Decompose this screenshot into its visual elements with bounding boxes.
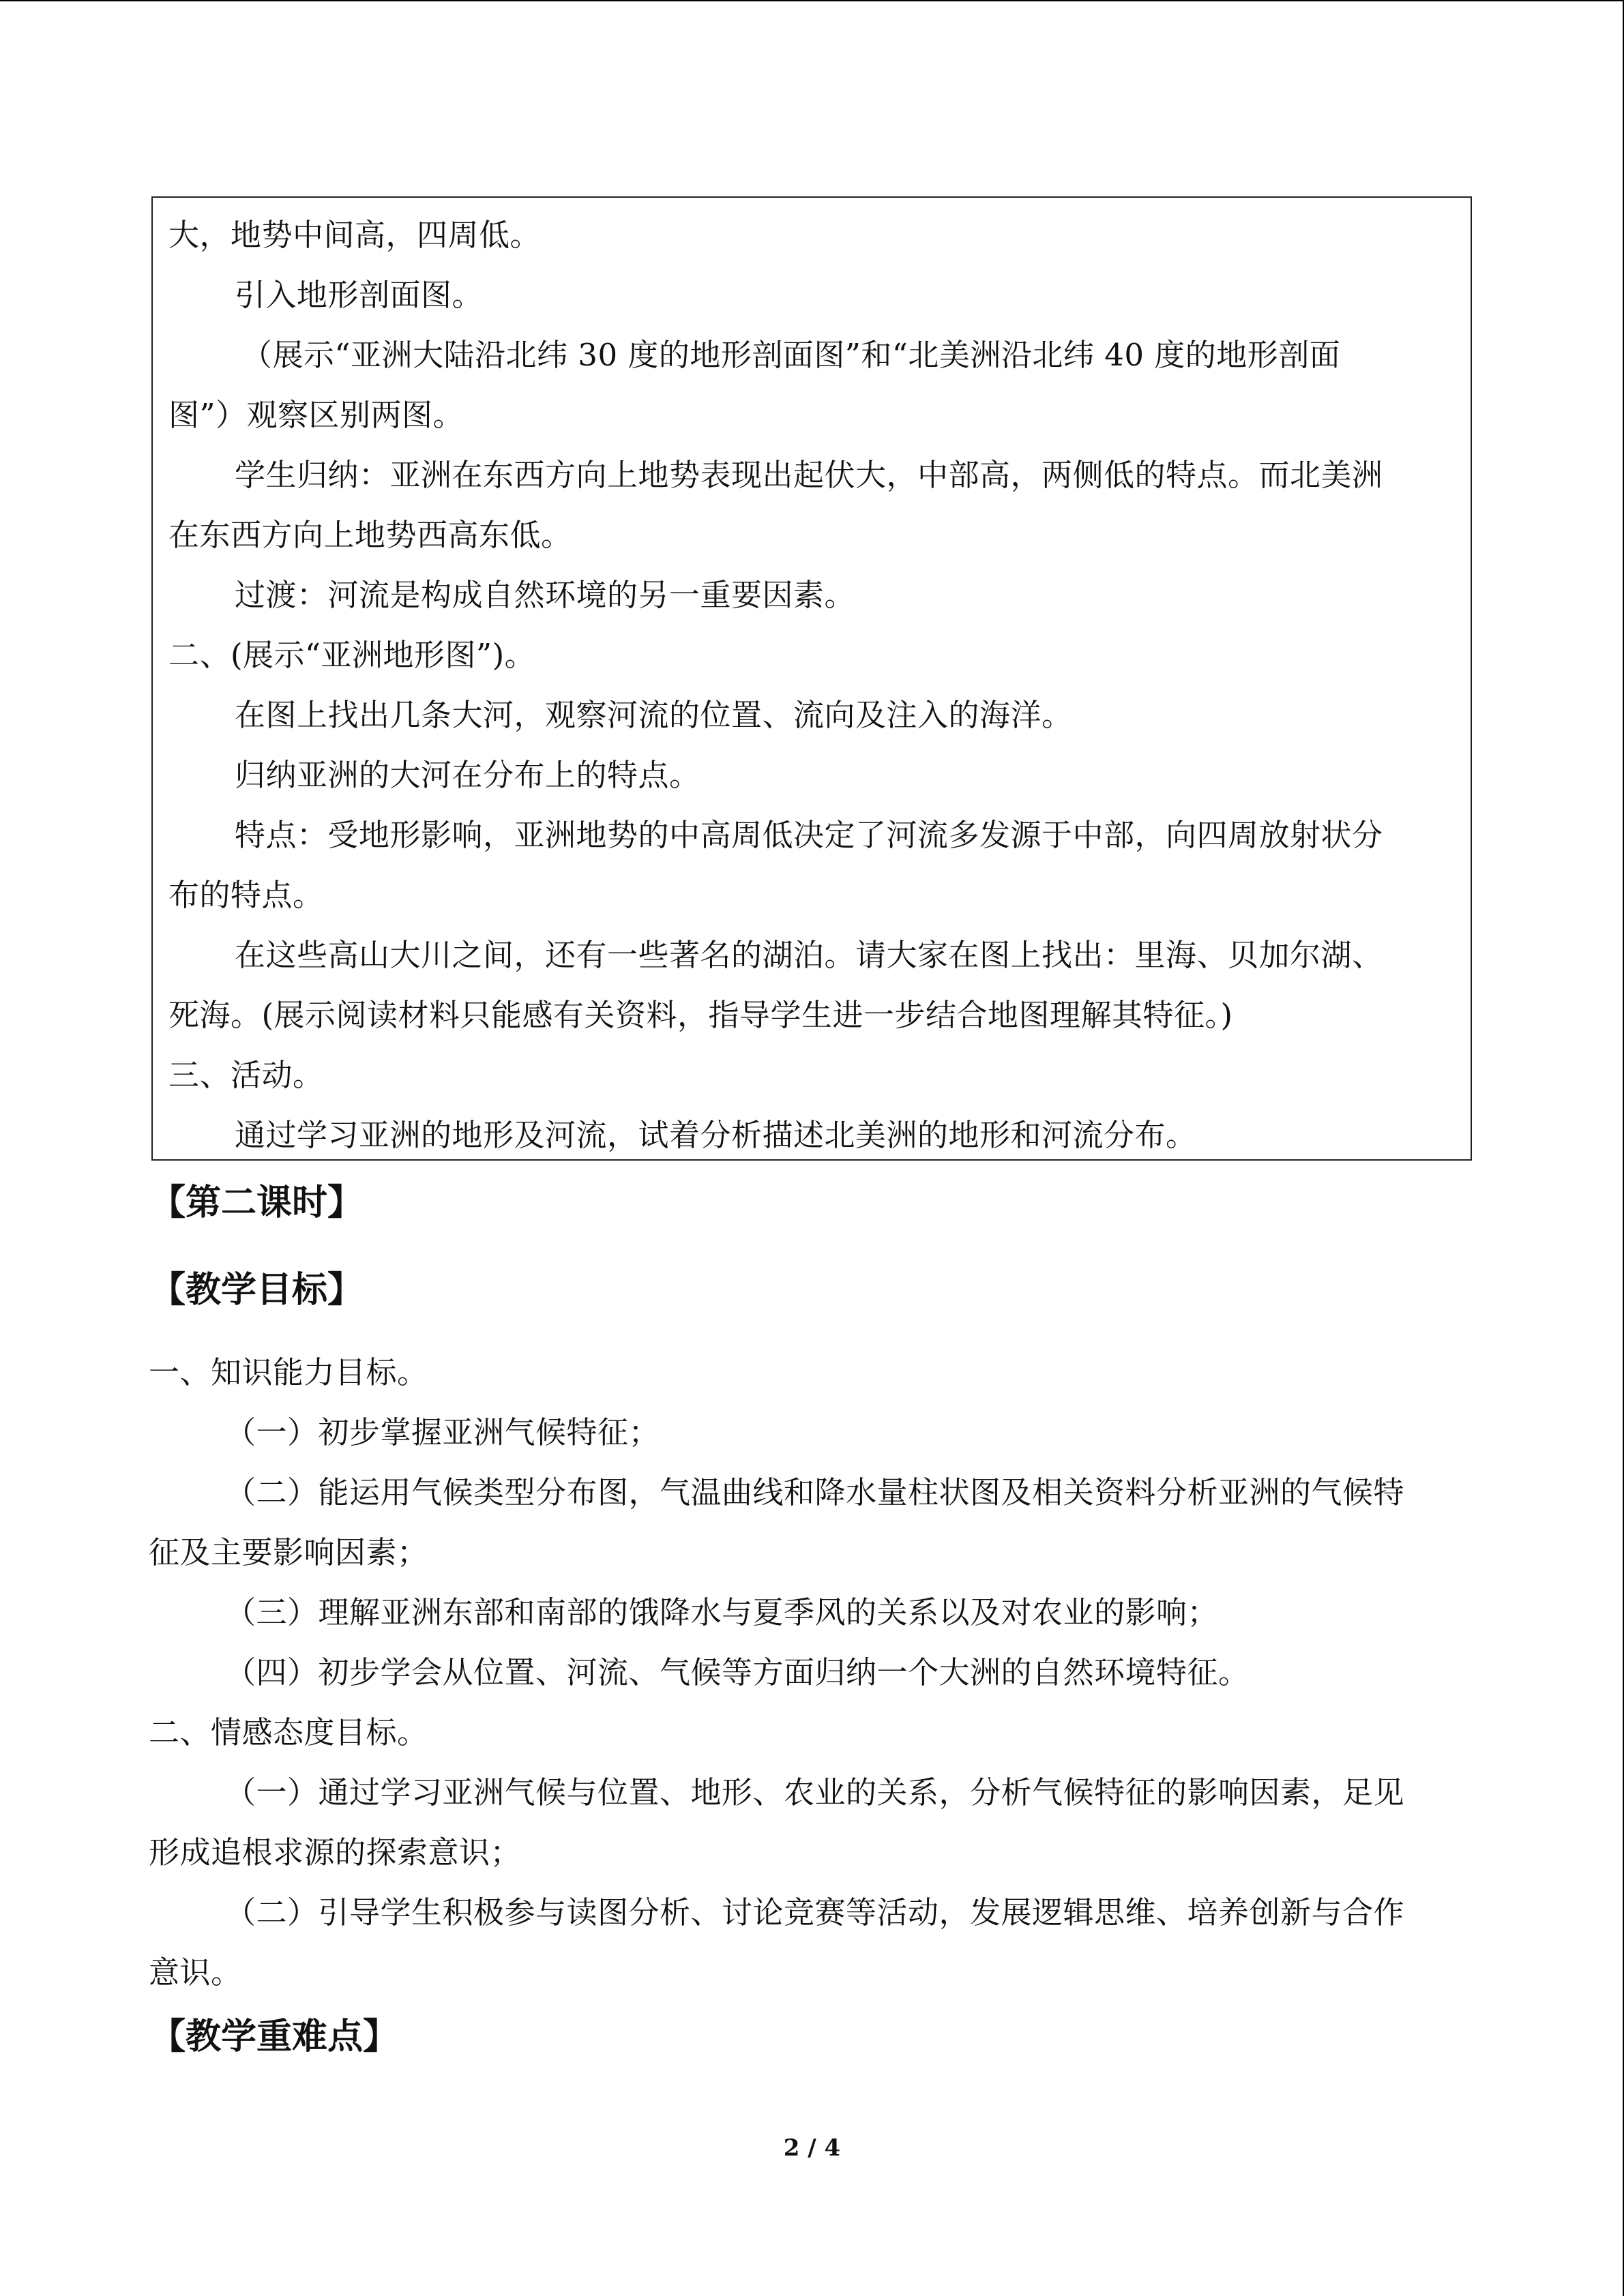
box-line-5: 学生归纳：亚洲在东西方向上地势表现出起伏大，中部高，两侧低的特点。而北美洲	[235, 457, 1383, 493]
box-line-12: 布的特点。	[168, 877, 324, 913]
lesson-content-box	[151, 196, 1472, 1161]
objective-line-5: （三）理解亚洲东部和南部的饿降水与夏季风的关系以及对农业的影响；	[225, 1594, 1219, 1630]
objective-line-1: 一、知识能力目标。	[149, 1354, 428, 1390]
heading-lesson-two: 【第二课时】	[150, 1182, 364, 1223]
box-line-2: 引入地形剖面图。	[235, 277, 484, 313]
objective-line-2: （一）初步掌握亚洲气候特征；	[225, 1414, 660, 1450]
box-line-3: （展示“亚洲大陆沿北纬 30 度的地形剖面图”和“北美洲沿北纬 40 度的地形剖面	[241, 337, 1341, 373]
heading-teaching-objectives: 【教学目标】	[150, 1269, 364, 1311]
box-line-16: 通过学习亚洲的地形及河流，试着分析描述北美洲的地形和河流分布。	[235, 1117, 1197, 1153]
heading-key-difficult-points: 【教学重难点】	[150, 2016, 399, 2057]
objective-line-11: 意识。	[149, 1954, 242, 1991]
box-line-13: 在这些高山大川之间，还有一些著名的湖泊。请大家在图上找出：里海、贝加尔湖、	[235, 937, 1383, 973]
box-line-6: 在东西方向上地势西高东低。	[168, 517, 572, 553]
box-line-1: 大，地势中间高，四周低。	[168, 217, 542, 253]
objective-line-3: （二）能运用气候类型分布图，气温曲线和降水量柱状图及相关资料分析亚洲的气候特	[225, 1474, 1405, 1510]
box-line-8: 二、(展示“亚洲地形图”)。	[168, 637, 536, 673]
objective-line-7: 二、情感态度目标。	[149, 1714, 428, 1750]
box-line-7: 过渡：河流是构成自然环境的另一重要因素。	[235, 577, 856, 613]
objective-line-10: （二）引导学生积极参与读图分析、讨论竞赛等活动，发展逻辑思维、培养创新与合作	[225, 1894, 1405, 1930]
box-line-15: 三、活动。	[168, 1057, 324, 1093]
objective-line-8: （一）通过学习亚洲气候与位置、地形、农业的关系，分析气候特征的影响因素，足见	[225, 1774, 1405, 1810]
box-line-14: 死海。(展示阅读材料只能感有关资料，指导学生进一步结合地图理解其特征。)	[168, 997, 1233, 1033]
box-line-11: 特点：受地形影响，亚洲地势的中高周低决定了河流多发源于中部，向四周放射状分	[235, 817, 1383, 853]
box-line-9: 在图上找出几条大河，观察河流的位置、流向及注入的海洋。	[235, 697, 1073, 733]
objective-line-9: 形成追根求源的探索意识；	[149, 1834, 522, 1870]
objective-line-4: 征及主要影响因素；	[149, 1534, 428, 1570]
box-line-4: 图”）观察区别两图。	[168, 397, 464, 433]
objective-line-6: （四）初步学会从位置、河流、气候等方面归纳一个大洲的自然环境特征。	[225, 1654, 1250, 1690]
page-number: 2 / 4	[783, 2134, 841, 2162]
box-line-10: 归纳亚洲的大河在分布上的特点。	[235, 757, 700, 793]
